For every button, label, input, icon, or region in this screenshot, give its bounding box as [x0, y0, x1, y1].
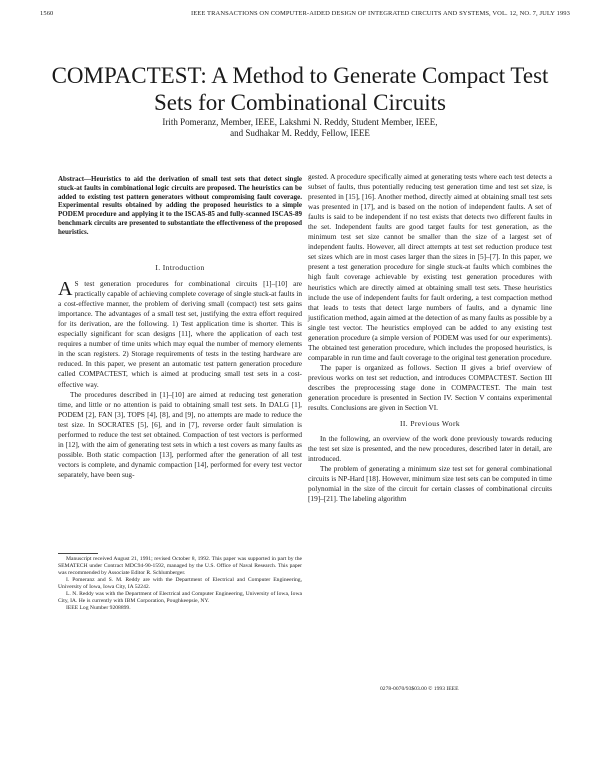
section-heading-introduction: I. Introduction	[155, 263, 205, 272]
author-block	[40, 117, 560, 139]
drop-cap: A	[58, 278, 73, 301]
previous-work-paragraph-2: The problem of generating a minimum size test set for general combinational circuits is NP-Hard [18]. However, minimum size test sets can be computed in time polynomial in the size of the circuit for certain classes of combinational circuits [19]–[21]. The labeling algorithm	[308, 464, 552, 504]
author-line-1: Irith Pomeranz, Member, IEEE, Lakshmi N. Reddy, Student Member, IEEE,	[162, 117, 438, 127]
paper-title: COMPACTEST: A Method to Generate Compact Test Sets for Combinational Circuits	[51, 63, 549, 115]
running-header	[40, 10, 570, 17]
left-column-body	[58, 263, 302, 480]
page-number: 1560	[40, 10, 54, 17]
footnote-affiliation-1: I. Pomeranz and S. M. Reddy are with the Department of Electrical and Computer Engineering, University of Iowa, Iowa City, IA 52242.	[58, 577, 302, 590]
footnote-manuscript: Manuscript received August 21, 1991; revised October 8, 1992. This paper was supported in part by the SEMATECH under Contract MDC94-90-1592, managed by the U.S. Office of Naval Research. This paper was recommended by Associate Editor R. Schlumberger.	[58, 556, 302, 576]
previous-work-paragraph-1: In the following, an overview of the work done previously towards reducing the test set size is presented, and the new procedures, described later in detail, are introduced.	[308, 434, 552, 464]
right-paragraph-2: The paper is organized as follows. Section II gives a brief overview of previous works on test set reduction, and introduces COMPACTEST. Section III describes the preprocessing stage done in COMPACTEST. The main test generation procedure is presented in Section IV. Section V contains experimental results. Conclusions are given in Section VI.	[308, 362, 552, 413]
copyright-line: 0278-0070/93$03.00 © 1993 IEEE	[380, 686, 459, 692]
intro-paragraph-1	[58, 279, 302, 390]
intro-paragraph-1-text: S test generation procedures for combinational circuits [1]–[10] are practically capable of achieving complete coverage of single stuck-at faults in a cost-effective manner, the problem of deriving small (compact) test sets gains importance. The advantages of a small test set, justifying the extra effort required for its derivation, are the following. 1) Test application time is shorter. This is especially significant for scan designs [11], where the application of each test requires a number of time units which may equal the number of memory elements in the scan registers. 2) Storage requirements of tests in the testing hardware are reduced. In this paper, we present an automatic test pattern generation procedure called COMPACTEST, which is aimed at producing small test sets in a cost-effective way.	[58, 279, 302, 389]
journal-name: IEEE TRANSACTIONS ON COMPUTER-AIDED DESIGN OF INTEGRATED CIRCUITS AND SYSTEMS, VOL. 12, NO. 7, JULY 1993	[190, 10, 570, 17]
footnote-affiliation-2: L. N. Reddy was with the Department of Electrical and Computer Engineering, University of Iowa, Iowa City, IA. He is currently with IBM Corporation, Poughkeepsie, NY.	[58, 591, 302, 604]
right-paragraph-1: gested. A procedure specifically aimed at generating tests where each test detects a subset of faults, thus potentially reducing test generation time and test set size, is presented in [15], [16]. Another method, directly aimed at obtaining small test sets was presented in [17], and is based on the notion of independent faults. A set of faults is said to be independent if no test exists that detects two different faults in the set. Independent faults are good target faults for test generation, as the minimum test set size cannot be smaller than the size of a largest set of independent faults. However, all direct attempts at test set reduction produce test set sizes which are in most cases larger than the sizes in [5]–[7]. In this paper, we present a test generation procedure for single stuck-at faults which combines the high fault coverage achievable by existing test generation procedures with heuristics which are directly aimed at obtaining small test sets. These heuristics include the use of independent faults for fault ordering, a test compaction method that leads to tests that detect large numbers of faults, and a dynamic line justification method, again aimed at the detection of as many faults as possible by a single test vector. The heuristics employed can be added to any existing test generation procedure (a simple version of PODEM was used for our experiments). The obtained test generation procedure, which includes the proposed heuristics, is comparable in run time and fault coverage to the original test generation procedure.	[308, 172, 552, 362]
author-line-2: and Sudhakar M. Reddy, Fellow, IEEE	[230, 128, 370, 138]
footnote-log-number: IEEE Log Number 9208899.	[66, 605, 131, 611]
intro-paragraph-2: The procedures described in [1]–[10] are aimed at reducing test generation time, and little or no attention is paid to obtaining small test sets. In DALG [1], PODEM [2], FAN [3], TOPS [4], [8], and [9], no attempts are made to reduce the test size. In SOCRATES [5], [6], and in [7], reverse order fault simulation is performed to reduce the test set obtained. Compaction of test vectors is performed in [12], with the aim of generating test sets in which a test covers as many faults as possible. Both static compaction [13], performed after the generation of all test vectors is complete, and dynamic compaction [14], performed for every test vector separately, have been sug-	[58, 389, 302, 479]
abstract: Abstract—Heuristics to aid the derivation of small test sets that detect single stuck-at faults in combinational logic circuits are proposed. The heuristics can be added to existing test pattern generators without compromising fault coverage. Experimental results obtained by adding the proposed heuristics to a simple PODEM procedure and applying it to the ISCAS-85 and fully-scanned ISCAS-89 benchmark circuits are presented to substantiate the effectiveness of the proposed heuristics.	[58, 175, 302, 236]
right-column-body	[308, 172, 552, 505]
section-heading-previous-work: II. Previous Work	[399, 419, 460, 429]
footnote	[58, 556, 302, 612]
footnote-rule	[58, 553, 98, 554]
